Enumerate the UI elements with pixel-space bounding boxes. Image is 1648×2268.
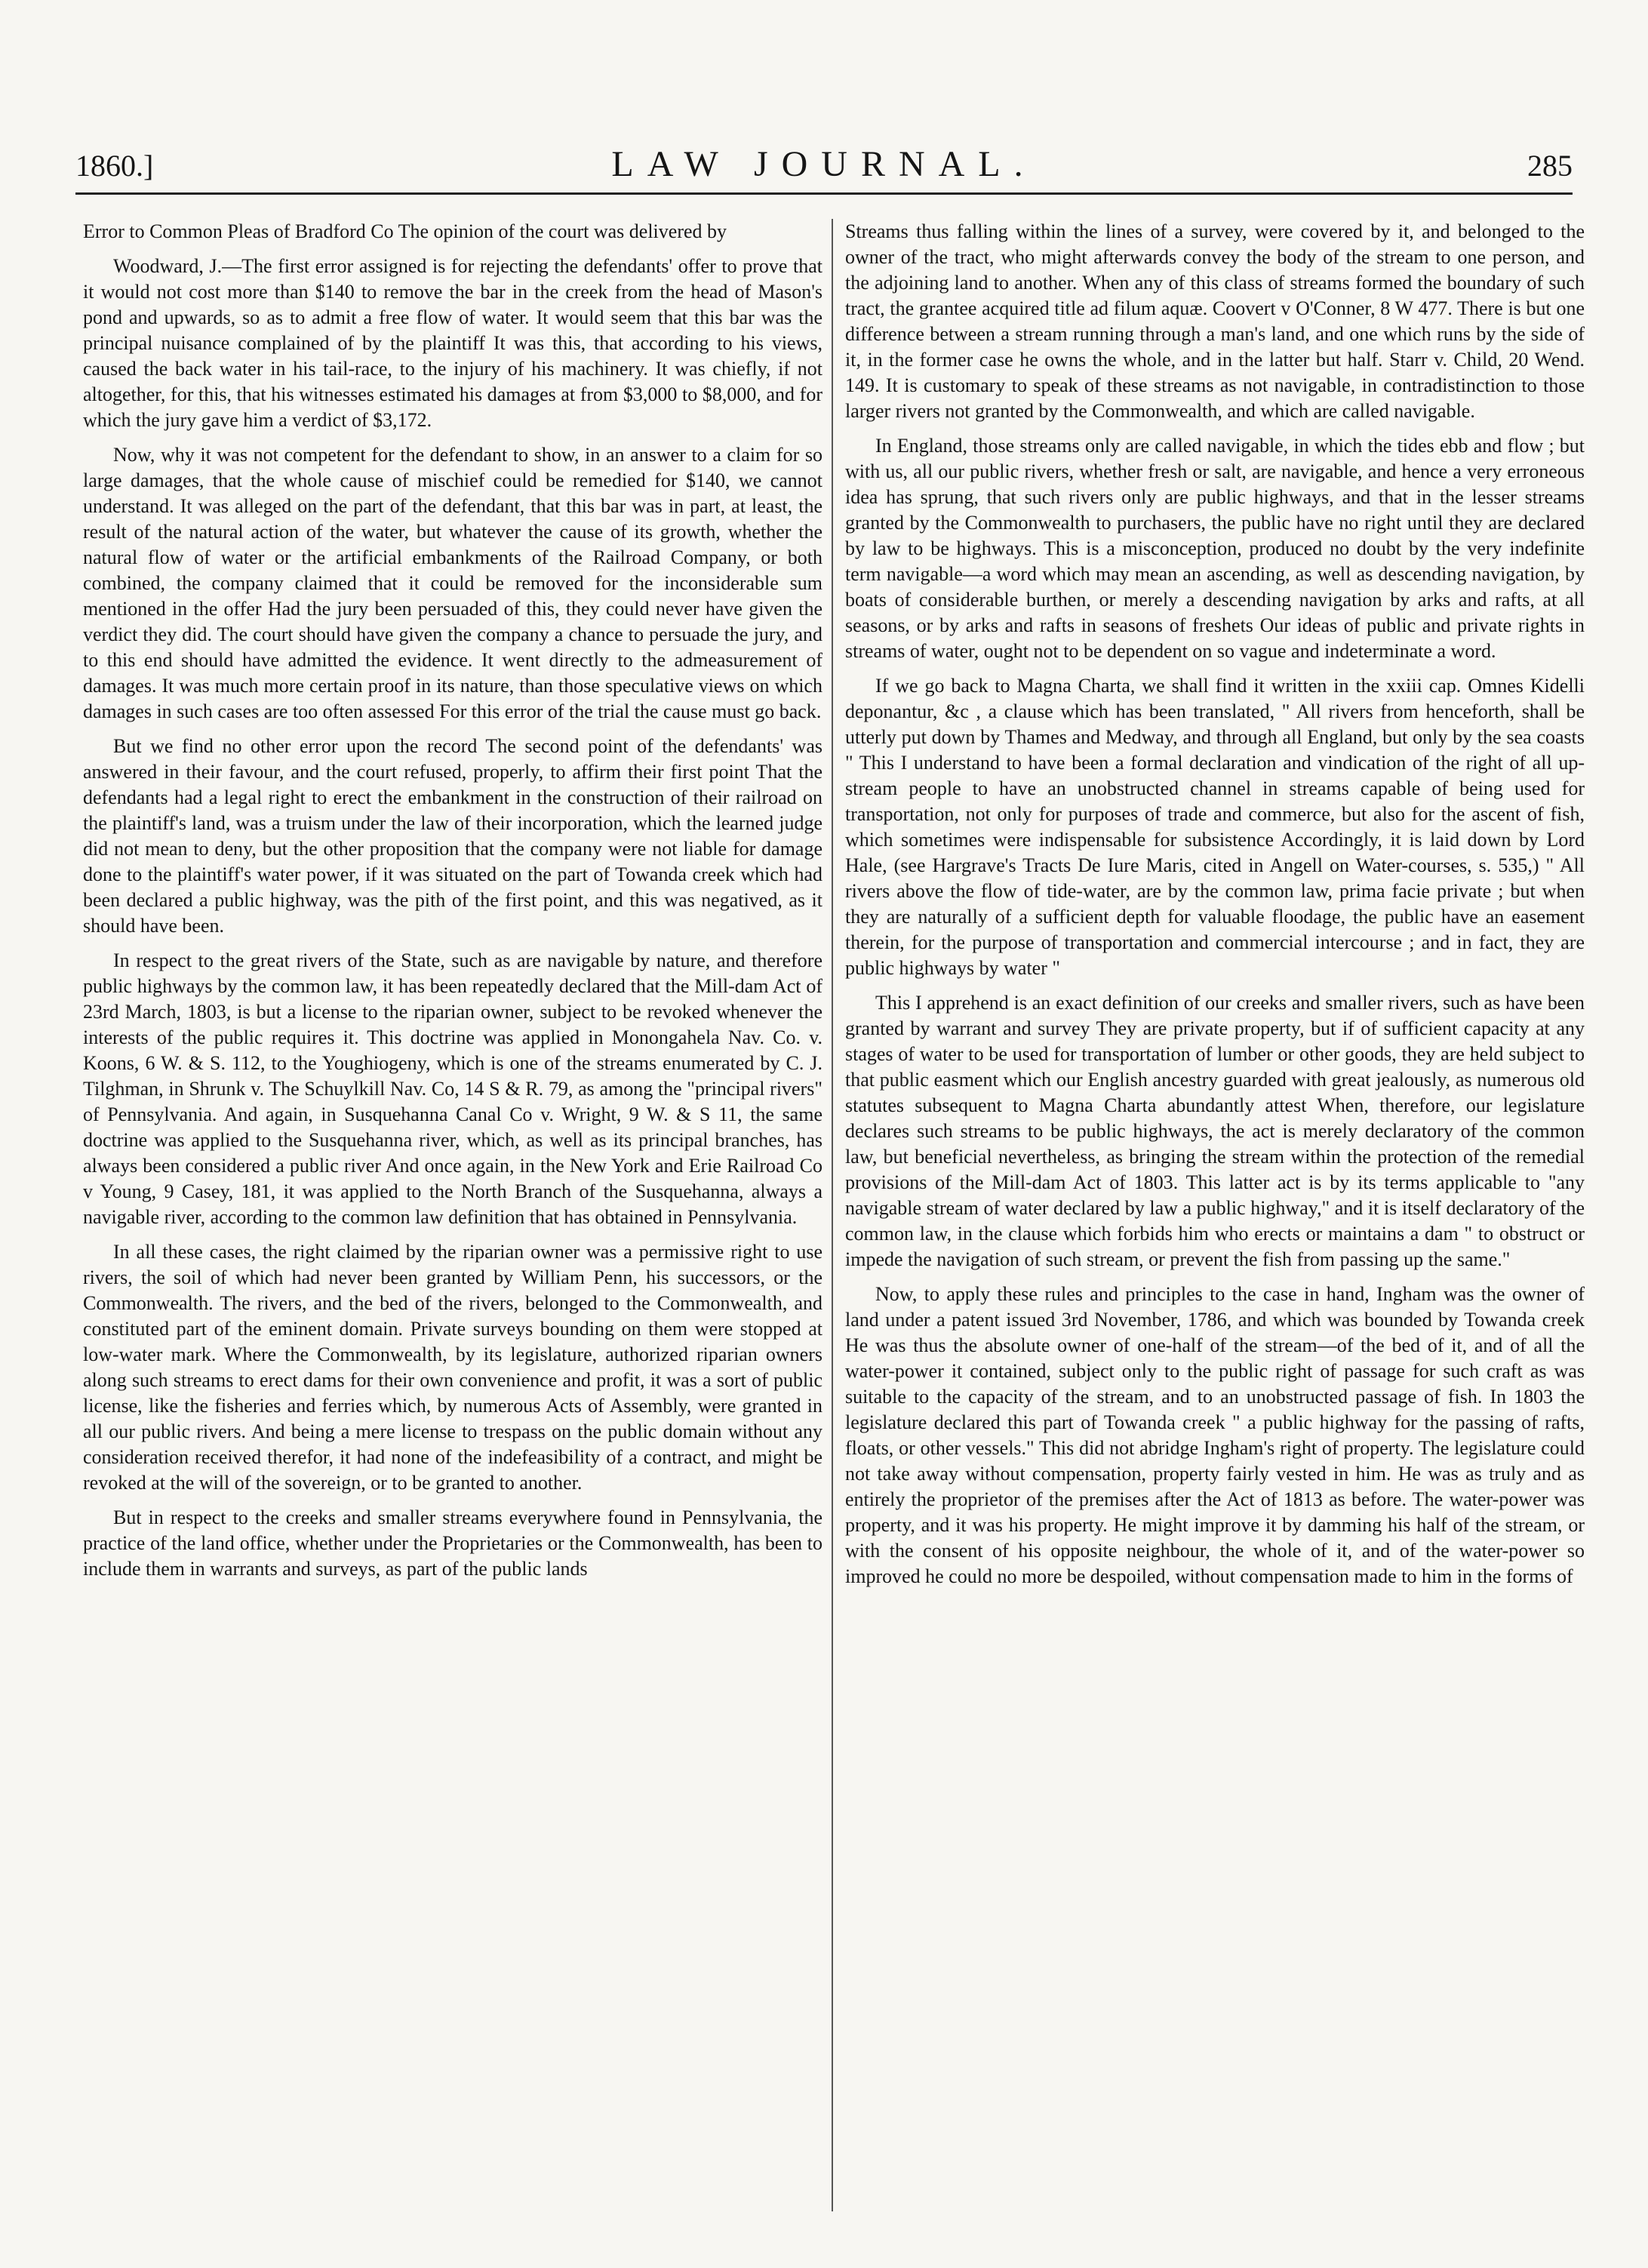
- header-title: LAW JOURNAL.: [611, 144, 1037, 184]
- column-divider: [832, 219, 833, 2211]
- paragraph: Woodward, J.—The first error assigned is for rejecting the defendants' offer to prove that it would not cost more than $140 to remove the bar in the creek from the head of Mason's pond and upwards, so as to admit a free flow of water. It would seem that this bar was the principal nuisance complained of by the plaintiff It was this, that according to his views, caused the back water in his tail-race, to the injury of his machinery. It was chiefly, if not altogether, for this, that his witnesses estimated his damages at from $3,000 to $8,000, and for which the jury gave him a verdict of $3,172.: [83, 255, 822, 431]
- page-header: [75, 140, 1573, 195]
- header-page-number: 285: [1527, 149, 1573, 183]
- paragraph: This I apprehend is an exact definition of our creeks and smaller rivers, such as have been granted by warrant and survey They are private property, but if of sufficient capacity at any stages of water to be used for transportation of lumber or other goods, they are held subject to that public easment which our English ancestry guarded with great jealously, as numerous old statutes subsequent to Magna Charta abundantly attest When, therefore, our legislature declares such streams to be public highways, the act is merely declaratory of the common law, but beneficial nevertheless, as bringing the stream within the protection of the remedial provisions of the Mill-dam Act of 1803. This latter act is by its terms applicable to "any navigable stream of water declared by law a public highway," and it is itself declaratory of the common law, in the clause which forbids him who erects or maintains a dam " to obstruct or impede the navigation of such stream, or prevent the fish from passing up the same.": [845, 992, 1585, 1270]
- left-column: [83, 219, 822, 2211]
- paragraph: Streams thus falling within the lines of a survey, were covered by it, and belonged to the owner of the tract, who might afterwards convey the body of the stream to one person, and the adjoining land to another. When any of this class of streams formed the boundary of such tract, the grantee acquired title ad filum aquæ. Coovert v O'Conner, 8 W 477. There is but one difference between a stream running through a man's land, and one which runs by the side of it, in the former case he owns the whole, and in the latter but half. Starr v. Child, 20 Wend. 149. It is customary to speak of these streams as not navigable, in contradistinction to those larger rivers not granted by the Commonwealth, and which are called navigable.: [845, 220, 1585, 422]
- paragraph: In all these cases, the right claimed by the riparian owner was a permissive right to use rivers, the soil of which had never been granted by William Penn, his successors, or the Commonwealth. The rivers, and the bed of the rivers, belonged to the Commonwealth, and constituted part of the eminent domain. Private surveys bounding on them were stopped at low-water mark. Where the Commonwealth, by its legislature, authorized riparian owners along such streams to erect dams for their own convenience and profit, it was a sort of public license, like the fisheries and ferries which, by numerous Acts of Assembly, were granted in all our public rivers. And being a mere license to trespass on the public domain without any consideration received therefor, it had none of the indefeasibility of a contract, and might be revoked at the will of the sovereign, or to be granted to another.: [83, 1241, 822, 1494]
- paragraph: Error to Common Pleas of Bradford Co The opinion of the court was delivered by: [83, 220, 727, 242]
- paragraph: In England, those streams only are called navigable, in which the tides ebb and flow ; but with us, all our public rivers, whether fresh or salt, are navigable, and hence a very erroneous idea has sprung, that such rivers only are public highways, and that in the lesser streams granted by the Commonwealth to purchasers, the public have no right until they are declared by law to be highways. This is a misconception, produced no doubt by the very indefinite term navigable—a word which may mean an ascending, as well as descending navigation, by boats of considerable burthen, or merely a descending navigation by arks and rafts, at all seasons, or by arks and rafts in seasons of freshets Our ideas of public and private rights in streams of water, ought not to be dependent on so vague and indeterminate a word.: [845, 435, 1585, 662]
- paragraph: Now, to apply these rules and principles to the case in hand, Ingham was the owner of land under a patent issued 3rd November, 1786, and which was bounded by Towanda creek He was thus the absolute owner of one-half of the stream—of the bed of it, and of all the water-power it contained, subject only to the public right of passage for such craft as was suitable to the capacity of the stream, and to an unobstructed passage of fish. In 1803 the legislature declared this part of Towanda creek " a public highway for the passing of rafts, floats, or other vessels." This did not abridge Ingham's right of property. The legislature could not take away without compensation, property fairly vested in him. He was as truly and as entirely the proprietor of the premises after the Act of 1813 as before. The water-power was property, and it was his property. He might improve it by damming his half of the stream, or with the consent of his opposite neighbour, the whole of it, and of the water-power so improved he could no more be despoiled, without compensation made to him in the forms of: [845, 1283, 1585, 1587]
- paragraph: But we find no other error upon the record The second point of the defendants' was answered in their favour, and the court refused, properly, to affirm their first point That the defendants had a legal right to erect the embankment in the construction of their railroad on the plaintiff's land, was a truism under the law of their incorporation, which the learned judge did not mean to deny, but the other proposition that the company were not liable for damage done to the plaintiff's water power, if it was situated on the part of Towanda creek which had been declared a public highway, was the pith of the first point, and this was negatived, as it should have been.: [83, 735, 822, 937]
- right-column: [845, 219, 1585, 2211]
- header-year: 1860.]: [75, 149, 154, 183]
- paragraph: If we go back to Magna Charta, we shall find it written in the xxiii cap. Omnes Kidelli deponantur, &c , a clause which has been translated, " All rivers from henceforth, shall be utterly put down by Thames and Medway, and through all England, but only by the sea coasts " This I understand to have been a formal declaration and vindication of the right of all up-stream people to have an unobstructed channel in streams capable of being used for transportation, not only for purposes of trade and commerce, but also for the ascent of fish, which sometimes were indispensable for subsistence Accordingly, it is laid down by Lord Hale, (see Hargrave's Tracts De Iure Maris, cited in Angell on Water-courses, s. 535,) " All rivers above the flow of tide-water, are by the common law, prima facie private ; but when they are naturally of a sufficient depth for valuable floodage, the public have an easement therein, for the purpose of transportation and commercial intercourse ; and in fact, they are public highways by water ": [845, 675, 1585, 979]
- paragraph: Now, why it was not competent for the defendant to show, in an answer to a claim for so large damages, that the whole cause of mischief could be remedied for $140, we cannot understand. It was alleged on the part of the defendant, that this bar was in part, at least, the result of the natural action of the water, but whatever the cause of its growth, whether the natural flow of water or the artificial embankments of the Railroad Company, or both combined, the company claimed that it could be removed for the inconsiderable sum mentioned in the offer Had the jury been persuaded of this, they could never have given the verdict they did. The court should have given the company a chance to persuade the jury, and to this end should have admitted the evidence. It went directly to the admeasurement of damages. It was much more certain proof in its nature, than those speculative views on which damages in such cases are too often assessed For this error of the trial the cause must go back.: [83, 444, 822, 722]
- paragraph: In respect to the great rivers of the State, such as are navigable by nature, and therefore public highways by the common law, it has been repeatedly declared that the Mill-dam Act of 23rd March, 1803, is but a license to the riparian owner, subject to be revoked whenever the interests of the public requires it. This doctrine was applied in Monongahela Nav. Co. v. Koons, 6 W. & S. 112, to the Youghiogeny, which is one of the streams enumerated by C. J. Tilghman, in Shrunk v. The Schuylkill Nav. Co, 14 S & R. 79, as among the "principal rivers" of Pennsylvania. And again, in Susquehanna Canal Co v. Wright, 9 W. & S 11, the same doctrine was applied to the Susquehanna river, which, as well as its principal branches, has always been considered a public river And once again, in the New York and Erie Railroad Co v Young, 9 Casey, 181, it was applied to the North Branch of the Susquehanna, always a navigable river, according to the common law definition that has obtained in Pennsylvania.: [83, 949, 822, 1228]
- paragraph: But in respect to the creeks and smaller streams everywhere found in Pennsylvania, the practice of the land office, whether under the Proprietaries or the Commonwealth, has been to include them in warrants and surveys, as part of the public lands: [83, 1506, 822, 1580]
